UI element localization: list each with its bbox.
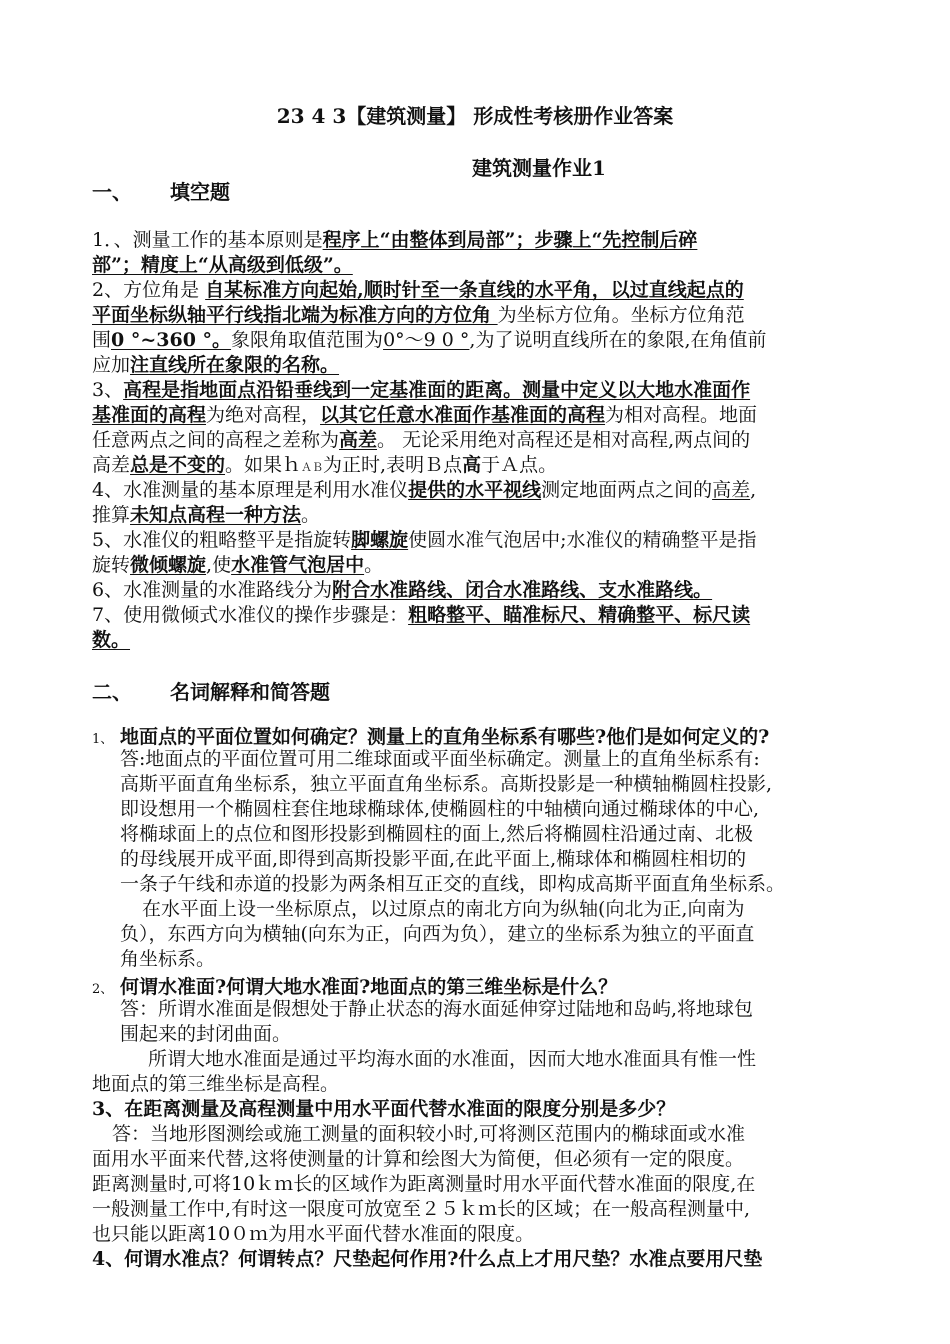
q3-answer-rel: 以其它任意水准面作基准面的高程: [320, 404, 606, 426]
q3-text-7: 为正时,表明Ｂ点: [323, 454, 463, 476]
q2-text-range: 围: [92, 329, 112, 351]
q2-answer: 自某标准方向起始,顺时针至一条直线的水平角，以过直线起点的: [205, 279, 744, 301]
q5-answer-3: 水准管气泡居中: [231, 554, 365, 576]
essay-q1-number: 1、: [92, 732, 114, 747]
q7-text: 7、使用微倾式水准仪的操作步骤是：: [92, 604, 409, 626]
essay-q1-answer-line: 角坐标系。: [120, 948, 216, 970]
fill-q2-line1: [92, 278, 744, 302]
fill-q2-line3: [92, 328, 767, 352]
fill-q1-line1: [92, 228, 697, 252]
essay-q2-answer-line: 答：所谓水准面是假想处于静止状态的海水面延伸穿过陆地和岛屿,将地球包: [120, 998, 754, 1020]
fill-q4-line2: [92, 503, 320, 527]
q3-num: 3、: [92, 379, 124, 401]
q4-answer-3: 未知点高程一种方法: [130, 504, 302, 526]
fill-q3-line1: [92, 378, 750, 402]
essay-q3-answer-line: 一般测量工作中,有时这一限度可放宽至２５ｋｍ长的区域；在一般高程测量中,: [92, 1198, 751, 1220]
essay-q4-question: 4、何谓水准点？何谓转点？尺垫起何作用?什么点上才用尺垫？水准点要用尺垫: [92, 1248, 763, 1270]
fill-q5-line2: [92, 553, 383, 577]
q2-answer-cont: 平面坐标纵轴平行线指北端为标准方向的方位角: [92, 304, 498, 326]
q3-text-8: 于Ａ点。: [481, 454, 558, 476]
essay-q1-text: 地面点的平面位置如何确定？测量上的直角坐标系有哪些?他们是如何定义的?: [120, 726, 770, 748]
q4-answer-2: 高差: [712, 479, 751, 501]
document-title: 23 4 3【建筑测量】 形成性考核册作业答案: [276, 104, 674, 128]
q7-answer: 粗略整平、瞄准标尺、精确整平、标尺读: [408, 604, 751, 626]
fill-q3-line3: [92, 428, 750, 452]
essay-q2-text: 何谓水准面?何谓大地水准面?地面点的第三维坐标是什么？: [120, 976, 618, 998]
q3-answer-abs: 基准面的高程: [92, 404, 207, 426]
q3-text-5: 高差: [92, 454, 131, 476]
q5-text-2: 使圆水准气泡居中;水准仪的精确整平是指: [408, 529, 757, 551]
q5-text: 5、水准仪的粗略整平是指旋转: [92, 529, 352, 551]
q3-subscript: ＡＢ: [301, 461, 324, 474]
section-heading-terms: [92, 676, 330, 705]
q3-text: 为绝对高程，: [206, 404, 321, 426]
q3-answer-high: 高: [462, 454, 482, 476]
fill-q3-line2: [92, 403, 757, 427]
fill-q2-line2: [92, 303, 745, 327]
q4-comma: ,: [750, 479, 757, 501]
essay-q3-answer-line: 面用水平面来代替,这将使测量的计算和绘图大为简便，但必须有一定的限度。: [92, 1148, 745, 1170]
q2-text-prefix: 应加: [92, 354, 131, 376]
q1-answer: 程序上“由整体到局部”；步骤上“先控制后碎: [322, 229, 698, 251]
q7-answer-cont: 数。: [92, 629, 131, 651]
essay-q1-answer-line: 在水平面上设一坐标原点，以过原点的南北方向为纵轴(向北为正,向南为: [142, 898, 745, 920]
essay-q1-question: [92, 722, 769, 749]
fill-q1-line2: [92, 253, 353, 277]
q1-text: 1．、测量工作的基本原则是: [92, 229, 323, 251]
q6-answer: 附合水准路线、闭合水准路线、支水准路线。: [332, 579, 713, 601]
q5-text-4: ,使: [206, 554, 232, 576]
essay-q1-answer-line: 答:地面点的平面位置可用二维球面或平面坐标确定。测量上的直角坐标系有:: [120, 748, 760, 770]
q4-end: 。: [301, 504, 321, 526]
q4-text-3: 推算: [92, 504, 131, 526]
q1-answer-cont: 部”；精度上“从高级到低级”。: [92, 254, 353, 276]
essay-q2-answer-line: 所谓大地水准面是通过平均海水面的水准面，因而大地水准面具有惟一性: [148, 1048, 757, 1070]
q2-text-cont: 为坐标方位角。坐标方位角范: [497, 304, 745, 326]
q4-text: 4、水准测量的基本原理是利用水准仪: [92, 479, 409, 501]
q2-answer-range: 0 °~360 °。: [111, 329, 232, 351]
q3-text-6: 。如果ｈ: [225, 454, 302, 476]
fill-q4-line1: [92, 478, 756, 502]
essay-q1-answer-line: 高斯平面直角坐标系，独立平面直角坐标系。高斯投影是一种横轴椭圆柱投影,: [120, 773, 773, 795]
essay-q1-answer-line: 一条子午线和赤道的投影为两条相互正交的直线，即构成高斯平面直角坐标系。: [120, 873, 786, 895]
section-number: 二、: [92, 680, 132, 704]
fill-q7-line2: [92, 628, 130, 652]
q5-answer: 脚螺旋: [351, 529, 409, 551]
fill-q7-line1: [92, 603, 750, 627]
essay-q1-answer-line: 将椭球面上的点位和图形投影到椭圆柱的面上,然后将椭圆柱沿通过南、北极: [120, 823, 754, 845]
essay-q2-question: [92, 972, 617, 999]
q5-text-3: 旋转: [92, 554, 131, 576]
section-title: 名词解释和简答题: [170, 680, 330, 704]
essay-q2-number: 2、: [92, 982, 114, 997]
q2-text-tail: ,为了说明直线所在的象限,在角值前: [469, 329, 767, 351]
essay-q1-answer-line: 负），东西方向为横轴(向东为正，向西为负），建立的坐标系为独立的平面直: [120, 923, 755, 945]
q5-answer-2: 微倾螺旋: [130, 554, 207, 576]
essay-q3-answer-line: 也只能以距离10０ｍ为用水平面代替水准面的限度。: [92, 1223, 535, 1245]
q3-text-3: 任意两点之间的高程之差称为: [92, 429, 340, 451]
essay-q2-answer-line: 地面点的第三维坐标是高程。: [92, 1073, 340, 1095]
q6-text: 6、水准测量的水准路线分为: [92, 579, 333, 601]
q2-text: 2、方位角是: [92, 279, 206, 301]
fill-q2-line4: [92, 353, 339, 377]
section-heading-fill-blank: [92, 176, 230, 205]
q3-answer-const: 总是不变的: [130, 454, 226, 476]
section-title: 填空题: [170, 180, 230, 204]
q4-text-2: 测定地面两点之间的: [541, 479, 713, 501]
fill-q6-line1: [92, 578, 712, 602]
fill-q3-line4: [92, 453, 557, 480]
document-subtitle: 建筑测量作业1: [472, 156, 606, 180]
essay-q2-answer-line: 围起来的封闭曲面。: [120, 1023, 292, 1045]
q5-end: 。: [364, 554, 384, 576]
essay-q1-answer-line: 的母线展开成平面,即得到高斯投影平面,在此平面上,椭球体和椭圆柱相切的: [120, 848, 747, 870]
section-number: 一、: [92, 180, 132, 204]
essay-q3-answer-line: 距离测量时,可将10ｋｍ长的区域作为距离测量时用水平面代替水准面的限度,在: [92, 1173, 756, 1195]
essay-q1-answer-line: 即设想用一个椭圆柱套住地球椭球体,使椭圆柱的中轴横向通过椭球体的中心,: [120, 798, 760, 820]
essay-q3-answer-line: 答：当地形图测绘或施工测量的面积较小时,可将测区范围内的椭球面或水准: [112, 1123, 746, 1145]
q2-text-quadrant: 象限角取值范围为: [231, 329, 384, 351]
q3-answer-diff: 高差: [339, 429, 378, 451]
q3-answer: 高程是指地面点沿铅垂线到一定基准面的距离。测量中定义以大地水准面作: [123, 379, 751, 401]
q4-answer: 提供的水平视线: [408, 479, 542, 501]
q3-text-4: 。 无论采用绝对高程还是相对高程,两点间的: [377, 429, 751, 451]
q3-text-2: 为相对高程。地面: [605, 404, 758, 426]
essay-q3-question: 3、在距离测量及高程测量中用水平面代替水准面的限度分别是多少？: [92, 1098, 676, 1120]
fill-q5-line1: [92, 528, 757, 552]
q2-answer-name: 注直线所在象限的名称。: [130, 354, 340, 376]
q2-answer-quadrant: 0°～9 0 °: [383, 329, 470, 351]
